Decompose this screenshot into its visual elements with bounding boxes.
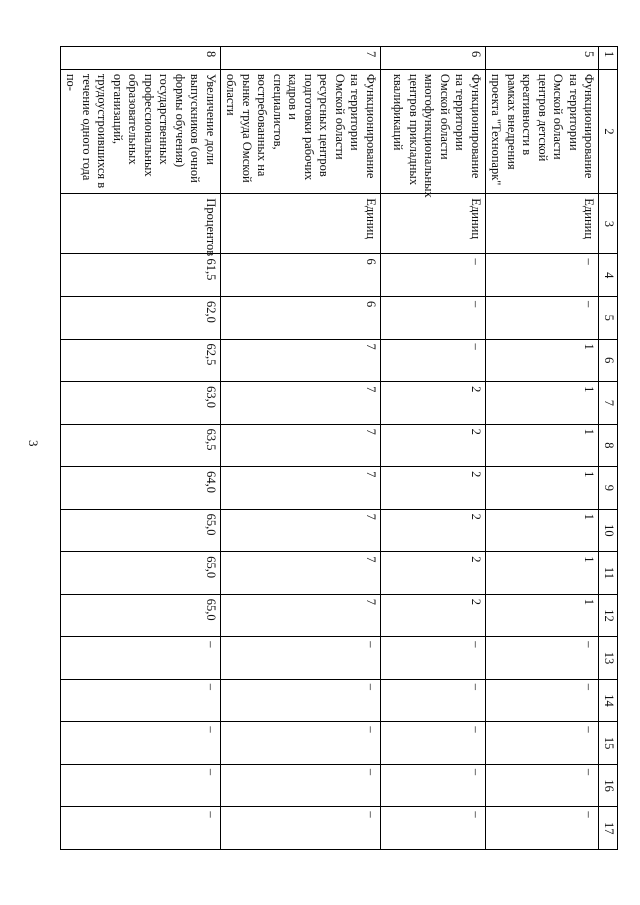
column-header: 14	[599, 679, 618, 722]
column-header: 12	[599, 594, 618, 637]
value-cell: 6	[221, 297, 381, 340]
indicator-name-cell: Функционирование на территории Омской области центров детской креативности в рамках внедрения проекта "Технопарк"	[486, 69, 600, 193]
value-cell: –	[381, 339, 486, 382]
value-cell: 62,0	[61, 297, 221, 340]
value-cell: –	[221, 807, 381, 850]
value-cell: 7	[221, 339, 381, 382]
indicators-table	[60, 46, 618, 850]
value-cell: 1	[486, 382, 600, 425]
table-row	[486, 47, 600, 850]
column-header: 9	[599, 467, 618, 510]
value-cell: 7	[221, 424, 381, 467]
value-cell: –	[381, 679, 486, 722]
value-cell: 2	[381, 382, 486, 425]
value-cell: 1	[486, 339, 600, 382]
unit-cell: Процентов	[61, 194, 221, 254]
column-header: 6	[599, 339, 618, 382]
column-header: 15	[599, 722, 618, 765]
table-row	[61, 47, 221, 850]
value-cell: 65,0	[61, 552, 221, 595]
value-cell: –	[486, 637, 600, 680]
value-cell: 2	[381, 467, 486, 510]
value-cell: 65,0	[61, 509, 221, 552]
value-cell: 7	[221, 467, 381, 510]
value-cell: –	[381, 764, 486, 807]
value-cell: –	[221, 764, 381, 807]
column-header: 7	[599, 382, 618, 425]
column-header: 2	[599, 69, 618, 193]
column-header: 13	[599, 637, 618, 680]
value-cell: –	[61, 807, 221, 850]
value-cell: 2	[381, 594, 486, 637]
value-cell: –	[486, 679, 600, 722]
table-row	[381, 47, 486, 850]
rotated-table-frame	[64, 46, 618, 850]
value-cell: –	[221, 637, 381, 680]
value-cell: 1	[486, 552, 600, 595]
value-cell: 64,0	[61, 467, 221, 510]
row-number-cell: 5	[486, 47, 600, 70]
column-header: 4	[599, 254, 618, 297]
value-cell: –	[61, 722, 221, 765]
value-cell: –	[381, 297, 486, 340]
value-cell: 2	[381, 424, 486, 467]
value-cell: –	[486, 807, 600, 850]
unit-cell: Единиц	[381, 194, 486, 254]
value-cell: 1	[486, 509, 600, 552]
row-number-cell: 6	[381, 47, 486, 70]
value-cell: –	[381, 637, 486, 680]
value-cell: 7	[221, 382, 381, 425]
value-cell: –	[61, 764, 221, 807]
value-cell: –	[486, 764, 600, 807]
column-header: 8	[599, 424, 618, 467]
value-cell: 65,0	[61, 594, 221, 637]
value-cell: –	[221, 722, 381, 765]
value-cell: 62,5	[61, 339, 221, 382]
indicator-name-cell: Функционирование на территории Омской области многофункциональных центров прикладных квалификаций	[381, 69, 486, 193]
value-cell: –	[381, 722, 486, 765]
value-cell: 61,5	[61, 254, 221, 297]
value-cell: 2	[381, 509, 486, 552]
unit-cell: Единиц	[486, 194, 600, 254]
value-cell: –	[486, 297, 600, 340]
value-cell: 7	[221, 594, 381, 637]
value-cell: 1	[486, 424, 600, 467]
column-header: 17	[599, 807, 618, 850]
value-cell: 2	[381, 552, 486, 595]
column-header: 1	[599, 47, 618, 70]
value-cell: 63,0	[61, 382, 221, 425]
column-header: 11	[599, 552, 618, 595]
column-header: 3	[599, 194, 618, 254]
value-cell: 7	[221, 509, 381, 552]
value-cell: –	[61, 679, 221, 722]
column-header: 10	[599, 509, 618, 552]
value-cell: 7	[221, 552, 381, 595]
row-number-cell: 8	[61, 47, 221, 70]
row-number-cell: 7	[221, 47, 381, 70]
value-cell: –	[221, 679, 381, 722]
value-cell: –	[381, 807, 486, 850]
column-number-row	[599, 47, 618, 850]
value-cell: –	[61, 637, 221, 680]
table-row	[221, 47, 381, 850]
value-cell: –	[486, 254, 600, 297]
unit-cell: Единиц	[221, 194, 381, 254]
value-cell: 1	[486, 594, 600, 637]
column-header: 5	[599, 297, 618, 340]
indicator-name-cell: Увеличение доли выпускников (очной формы обучения) государственных профессиональных образовательных организаций, трудоустроившихся в течение одного года по-	[61, 69, 221, 193]
value-cell: 63,5	[61, 424, 221, 467]
value-cell: –	[486, 722, 600, 765]
value-cell: 1	[486, 467, 600, 510]
value-cell: 6	[221, 254, 381, 297]
column-header: 16	[599, 764, 618, 807]
value-cell: –	[381, 254, 486, 297]
page-number: 3	[26, 440, 41, 447]
indicator-name-cell: Функционирование на территории Омской области ресурсных центров подготовки рабочих кадров и специалистов, востребованных на рынке труда Омской области	[221, 69, 381, 193]
table-container	[64, 46, 618, 850]
